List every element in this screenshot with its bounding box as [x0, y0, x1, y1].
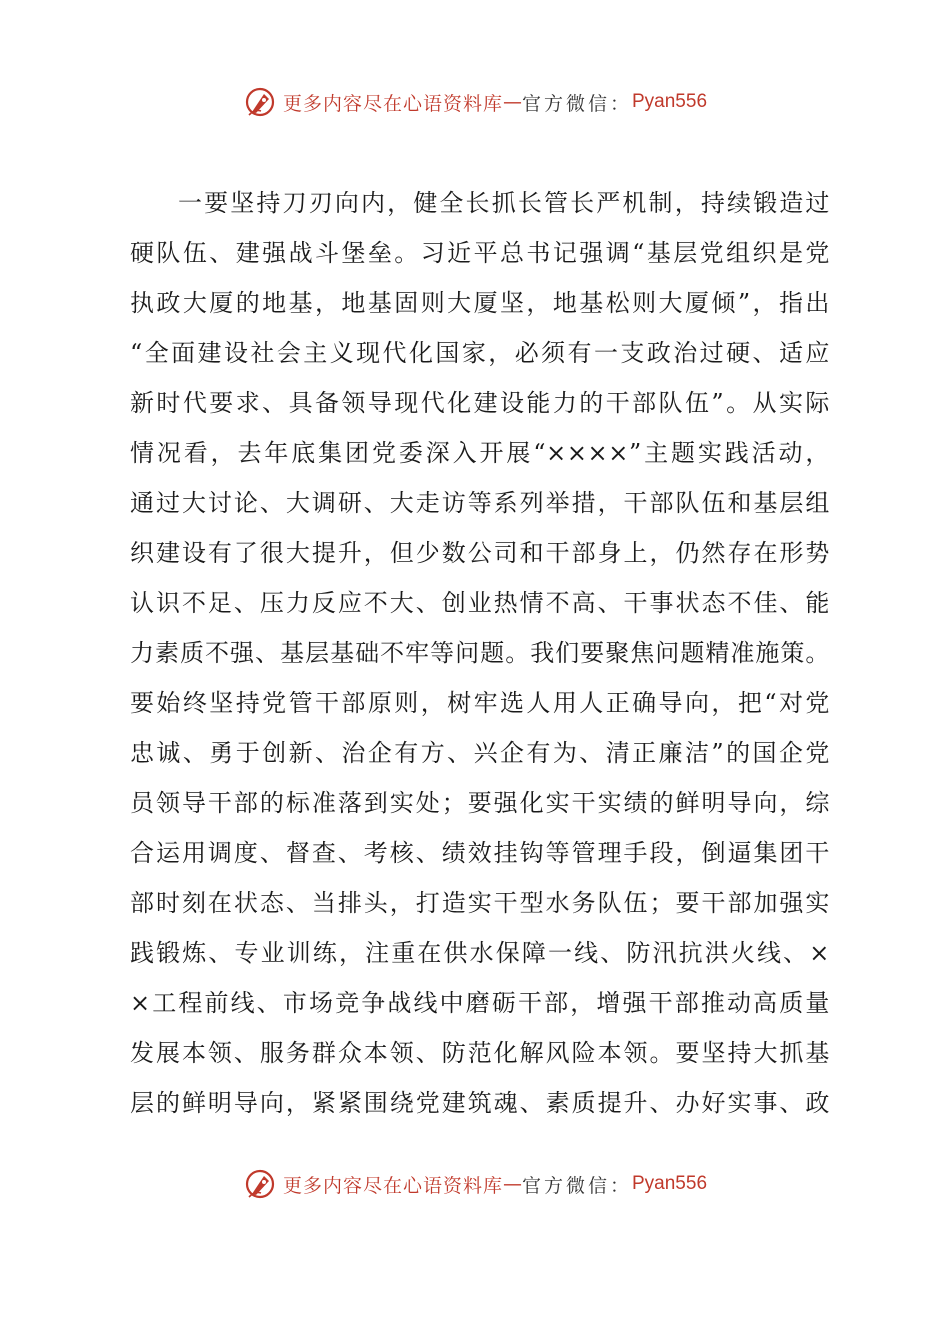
- footer-banner: [0, 1162, 950, 1206]
- body-line: 通过大讨论、大调研、大走访等系列举措，干部队伍和基层组: [130, 489, 830, 517]
- header-banner: [0, 80, 950, 124]
- body-line: “全面建设社会主义现代化国家，必须有一支政治过硬、适应: [130, 339, 830, 367]
- banner-separator: —: [502, 1173, 522, 1195]
- body-line: 践锻炼、专业训练，注重在供水保障一线、防汛抗洪火线、×: [130, 939, 830, 967]
- body-line: 员领导干部的标准落到实处；要强化实干实绩的鲜明导向，综: [130, 789, 830, 817]
- banner-wechat-id: Pyan556: [632, 91, 708, 112]
- body-line: 织建设有了很大提升，但少数公司和干部身上，仍然存在形势: [130, 539, 830, 567]
- body-line: 认识不足、压力反应不大、创业热情不高、干事状态不佳、能: [130, 589, 830, 617]
- body-line: 新时代要求、具备领导现代化建设能力的干部队伍”。从实际: [130, 389, 830, 417]
- banner-wechat-id: Pyan556: [632, 1173, 708, 1194]
- body-line: 合运用调度、督查、考核、绩效挂钩等管理手段，倒逼集团干: [130, 839, 830, 867]
- body-line: 层的鲜明导向，紧紧围绕党建筑魂、素质提升、办好实事、政: [130, 1089, 830, 1117]
- body-line: 情况看，去年底集团党委深入开展“××××”主题实践活动，: [130, 439, 830, 467]
- banner-wechat-label: 官方微信：: [521, 1174, 632, 1197]
- body-line: 要始终坚持党管干部原则，树牢选人用人正确导向，把“对党: [130, 689, 830, 717]
- pen-nib-logo-icon: [243, 1167, 277, 1201]
- body-line: 执政大厦的地基，地基固则大厦坚，地基松则大厦倾”，指出: [130, 289, 830, 317]
- banner-wechat-label: 官方微信：: [521, 92, 632, 115]
- banner-brand-text: 更多内容尽在心语资料库: [282, 1174, 503, 1197]
- body-line: ×工程前线、市场竞争战线中磨砺干部，增强干部推动高质量: [130, 989, 830, 1017]
- body-line: 硬队伍、建强战斗堡垒。习近平总书记强调“基层党组织是党: [130, 239, 830, 267]
- body-line: 发展本领、服务群众本领、防范化解风险本领。要坚持大抓基: [130, 1039, 830, 1067]
- body-line: 一要坚持刀刃向内，健全长抓长管长严机制，持续锻造过: [178, 189, 830, 217]
- body-line: 力素质不强、基层基础不牢等问题。我们要聚焦问题精准施策。: [130, 639, 830, 667]
- body-line: 忠诚、勇于创新、治企有方、兴企有为、清正廉洁”的国企党: [130, 739, 830, 767]
- banner-separator: —: [502, 91, 522, 113]
- document-body: [130, 178, 830, 1128]
- banner-brand-text: 更多内容尽在心语资料库: [282, 92, 503, 115]
- pen-nib-logo-icon: [243, 85, 277, 119]
- body-line: 部时刻在状态、当排头，打造实干型水务队伍；要干部加强实: [130, 889, 830, 917]
